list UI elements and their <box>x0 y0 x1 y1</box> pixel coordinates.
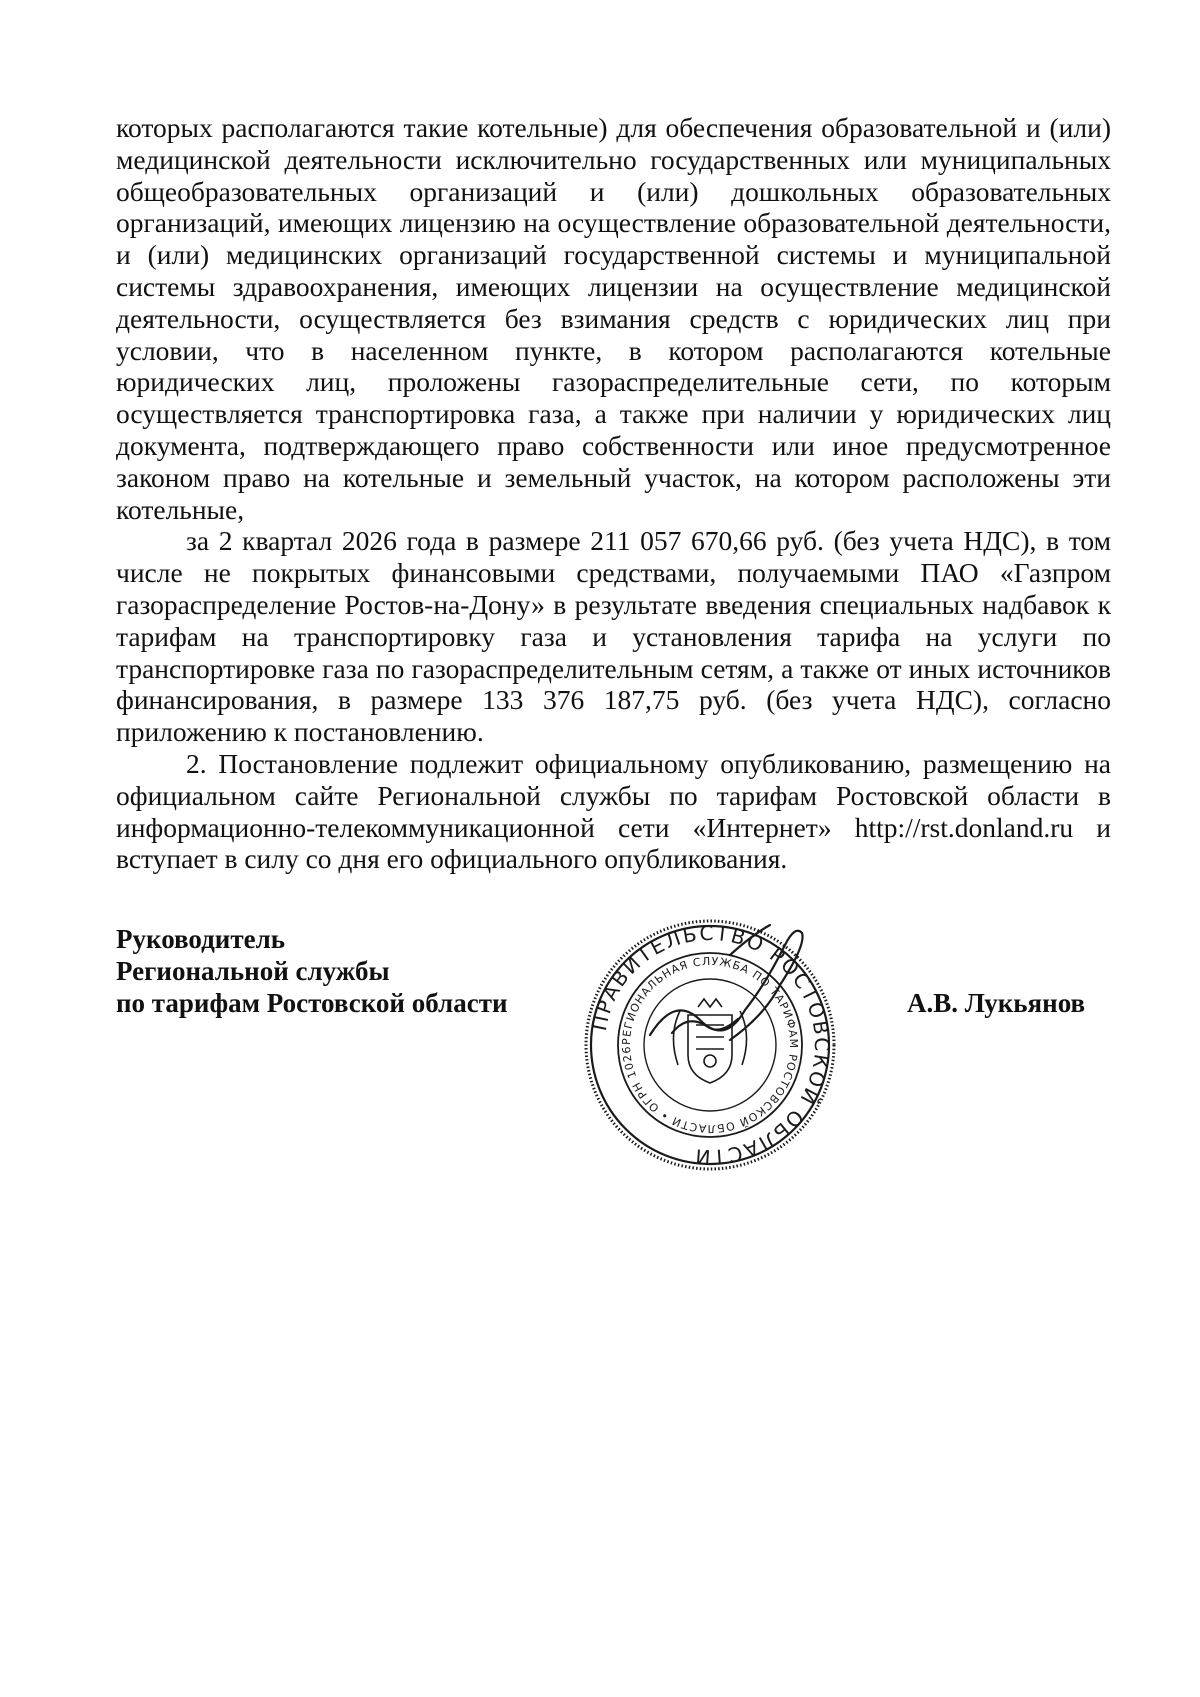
official-seal <box>580 915 840 1175</box>
signatory-title-line-3: по тарифам Ростовской области <box>116 988 508 1018</box>
paragraph-continuation: которых располагаются такие котельные) для обеспечения образовательной и (или) медицинской деятельности исключительно государственных или муниципальных общеобразовательных организаций и (или) дошкольных образовательных организаций, имеющих лицензию на осуществление образовательной деятельности, и (или) медицинских организаций государственной системы и муниципальной системы здравоохранения, имеющих лицензии на осуществление медицинской деятельности, осуществляется без взимания средств с юридических лиц при условии, что в населенном пункте, в котором располагаются котельные юридических лиц, проложены газораспределительные сети, по которым осуществляется транспортировка газа, а также при наличии у юридических лиц документа, подтверждающего право собственности или иное предусмотренное законом право на котельные и земельный участок, на котором расположены эти котельные, <box>116 112 1111 525</box>
seal-outer-text: ПРАВИТЕЛЬСТВО РОСТОВСКОЙ ОБЛАСТИ <box>586 920 835 1170</box>
document-body <box>116 112 1111 875</box>
signatory-title <box>116 923 508 1019</box>
signatory-title-line-2: Региональной службы <box>116 956 390 986</box>
seal-inner-ring <box>644 979 776 1111</box>
seal-middle-ring <box>618 953 802 1137</box>
seal-icon <box>580 915 840 1175</box>
paragraph-quarter-amount: за 2 квартал 2026 года в размере 211 057 670,66 руб. (без учета НДС), в том числе не покрытых финансовыми средствами, получаемыми ПАО «Газпром газораспределение Ростов-на-Дону» в результате введения специальных надбавок к тарифам на транспортировку газа и установления тарифа на услуги по транспортировке газа по газораспределительным сетям, а также от иных источников финансирования, в размере 133 376 187,75 руб. (без учета НДС), согласно приложению к постановлению. <box>116 525 1111 748</box>
signatory-title-line-1: Руководитель <box>116 924 286 954</box>
signatory-name: А.В. Лукьянов <box>907 988 1086 1018</box>
seal-inner-text: РЕГИОНАЛЬНАЯ СЛУЖБА ПО ТАРИФАМ РОСТОВСКОЙ ОБЛАСТИ • ОГРН 1026 <box>619 954 801 1136</box>
paragraph-publication: 2. Постановление подлежит официальному опубликованию, размещению на официальном сайте Региональной службы по тарифам Ростовской области в информационно-телекоммуникационной сети «Интернет» http://rst.donland.ru и вступает в силу со дня его официального опубликования. <box>116 747 1111 875</box>
